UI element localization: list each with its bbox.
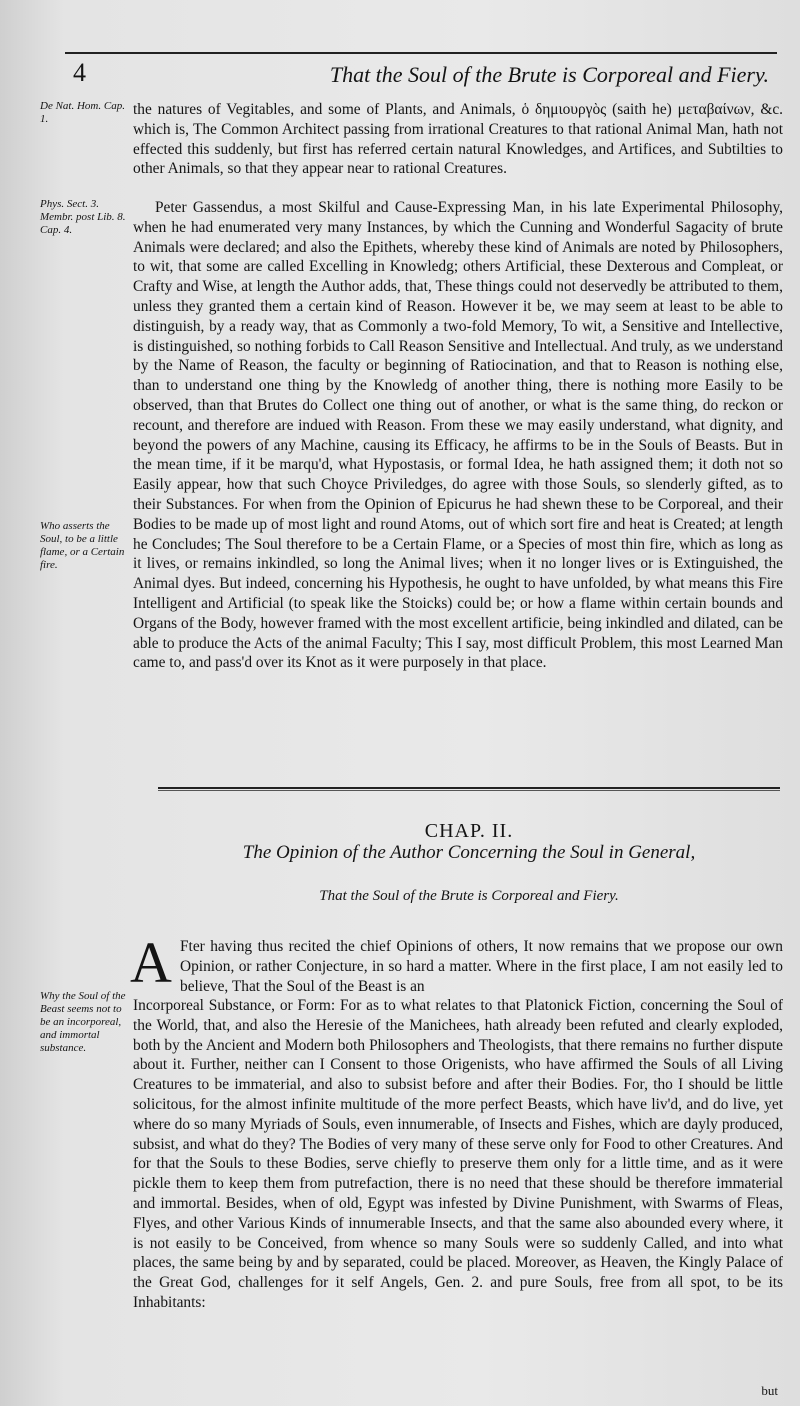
chapter-heading: CHAP. II.	[424, 820, 514, 842]
margin-note: Why the Soul of the Beast seems not to be an incorporeal, and immortal substance.	[40, 990, 126, 1054]
running-head: That the Soul of the Brute is Corporeal and Fiery.	[329, 62, 769, 87]
paragraph: Peter Gassendus, a most Skilful and Cause-Expressing Man, in his late Experimental Philosophy, when he had enumerated very many Instances, by which the Cunning and Wonderful Sagacity of brute Animals were declared; and also the Epithets, whereby these kind of Animals are noted by Philosophers, to wit, that some are called Excelling in Knowledg; others Artificial, these Dexterous and Compleat, or Crafty and Wise, at length the Author adds, that, These things could not deservedly be attributed to them, unless they granted them a certain kind of Reason. However it be, we may seem at least to be able to distinguish, by a ready way, that as Commonly a two-fold Memory, To wit, a Sensitive and Intellective, is distinguished, so nothing forbids to Call Reason Sensitive and Intellectual. And truly, as we understand by the Name of Reason, the faculty or beginning of Ratiocination, and that to Reason is nothing else, than to understand one thing by the Knowledg of another thing, there is nothing more Easily to be observed, than that Brutes do Collect one thing out of another, or what is the same thing, do reckon or recount, and therefore are indued with Reason. From these we may easily understand, what dignity, and beyond the powers of any Machine, causing its Efficacy, he affirms to be in the Souls of Beasts. But in the mean time, if it be marqu'd, what Hypostasis, or formal Idea, he hath assigned them; it doth not so Easily appear, how that such Choyce Priviledges, do agree with those Souls, so slenderly gifted, as to their Substances. For when from the Opinion of Epicurus he had shewn these to be Corporeal, and their Bodies to be made up of most light and round Atoms, out of which sort fire and heat is Created; at length he Concludes; The Soul therefore to be a Certain Flame, or a Species of most thin fire, which as long as it lives, or remains inkindled, so long the Animal lives; when it no longer lives or is Extinguished, the Animal dyes. But indeed, concerning his Hypothesis, he ought to have unfolded, by what means this Fire Intelligent and Artificial (to speak like the Stoicks) could be; or how a flame within certain bounds and Organs of the Body, however framed with the most excellent artificie, being inkindled and dilated, can be able to produce the Acts of the animal Faculty; This I say, most difficult Problem, this most Learned Man came to, and pass'd over its Knot as it were purposely in that place.	[133, 199, 783, 672]
chapter-rule	[158, 790, 780, 791]
drop-cap: A	[130, 930, 172, 995]
page-header	[65, 56, 777, 96]
chapter-rule	[158, 787, 780, 789]
margin-note: Who asserts the Soul, to be a little flame, or a Certain fire.	[40, 520, 125, 571]
paragraph: Fter having thus recited the chief Opinions of others, It now remains that we propose our own Opinion, or rather Conjecture, in so hard a matter. Where in the first place, I am not easily led to believe, That the Soul of the Beast is an	[180, 938, 783, 995]
margin-note: Phys. Sect. 3. Membr. post Lib. 8. Cap. 4.	[40, 198, 126, 236]
catchword: but	[761, 1383, 778, 1398]
chapter-title: The Opinion of the Author Concerning the Soul in General,	[242, 842, 696, 863]
margin-note: De Nat. Hom. Cap. 1.	[40, 100, 125, 125]
page-number: 4	[73, 58, 86, 87]
chapter-subtitle: That the Soul of the Brute is Corporeal and Fiery.	[319, 888, 619, 904]
paragraph: Incorporeal Substance, or Form: For as to what relates to that Platonick Fiction, concerning the Soul of the World, that, and also the Heresie of the Manichees, hath already been refuted and clearly exploded, both by the Ancient and Modern both Philosophers and Theologists, that there remains no further dispute about it. Further, neither can I Consent to those Origenists, who have affirmed the Souls of all Living Creatures to be immaterial, and also to subsist before and after their Bodies. For, tho I should be little solicitous, for the almost infinite multitude of the more perfect Beasts, which have liv'd, and do live, yet where do so many Myriads of Souls, even innumerable, of Insects and Fishes, which are dayly produced, subsist, and what do they? The Bodies of very many of these serve only for Food to other Creatures. And for that the Souls to these Bodies, serve chiefly to preserve them only for a little time, and as it were pickle them to keep them from putrefaction, there is no need that these should be therefore immaterial and immortal. Besides, when of old, Egypt was infested by Divine Punishment, with Swarms of Fleas, Flyes, and other Various Kinds of innumerable Insects, and that the same also abounded every where, it is not easily to be Conceived, from whence so many Souls were so suddenly Called, and into what places, the same being by and by separated, could be placed. Moreover, as Heaven, the Kingly Palace of the Great God, challenges for it self Angels, Gen. 2. and pure Souls, free from all spot, to be its Inhabitants:	[133, 997, 783, 1311]
header-rule	[65, 52, 777, 54]
paragraph: the natures of Vegitables, and some of Plants, and Animals, ὁ δημιουργὸς (saith he) μεταβαίνων, &c. which is, The Common Architect passing from irrational Creatures to that rational Animal Man, hath not effected this suddenly, but first has referred certain natural Knowledges, and Artifices, and Subtilties to other Animals, so that they appear near to rational Creatures.	[133, 101, 783, 178]
